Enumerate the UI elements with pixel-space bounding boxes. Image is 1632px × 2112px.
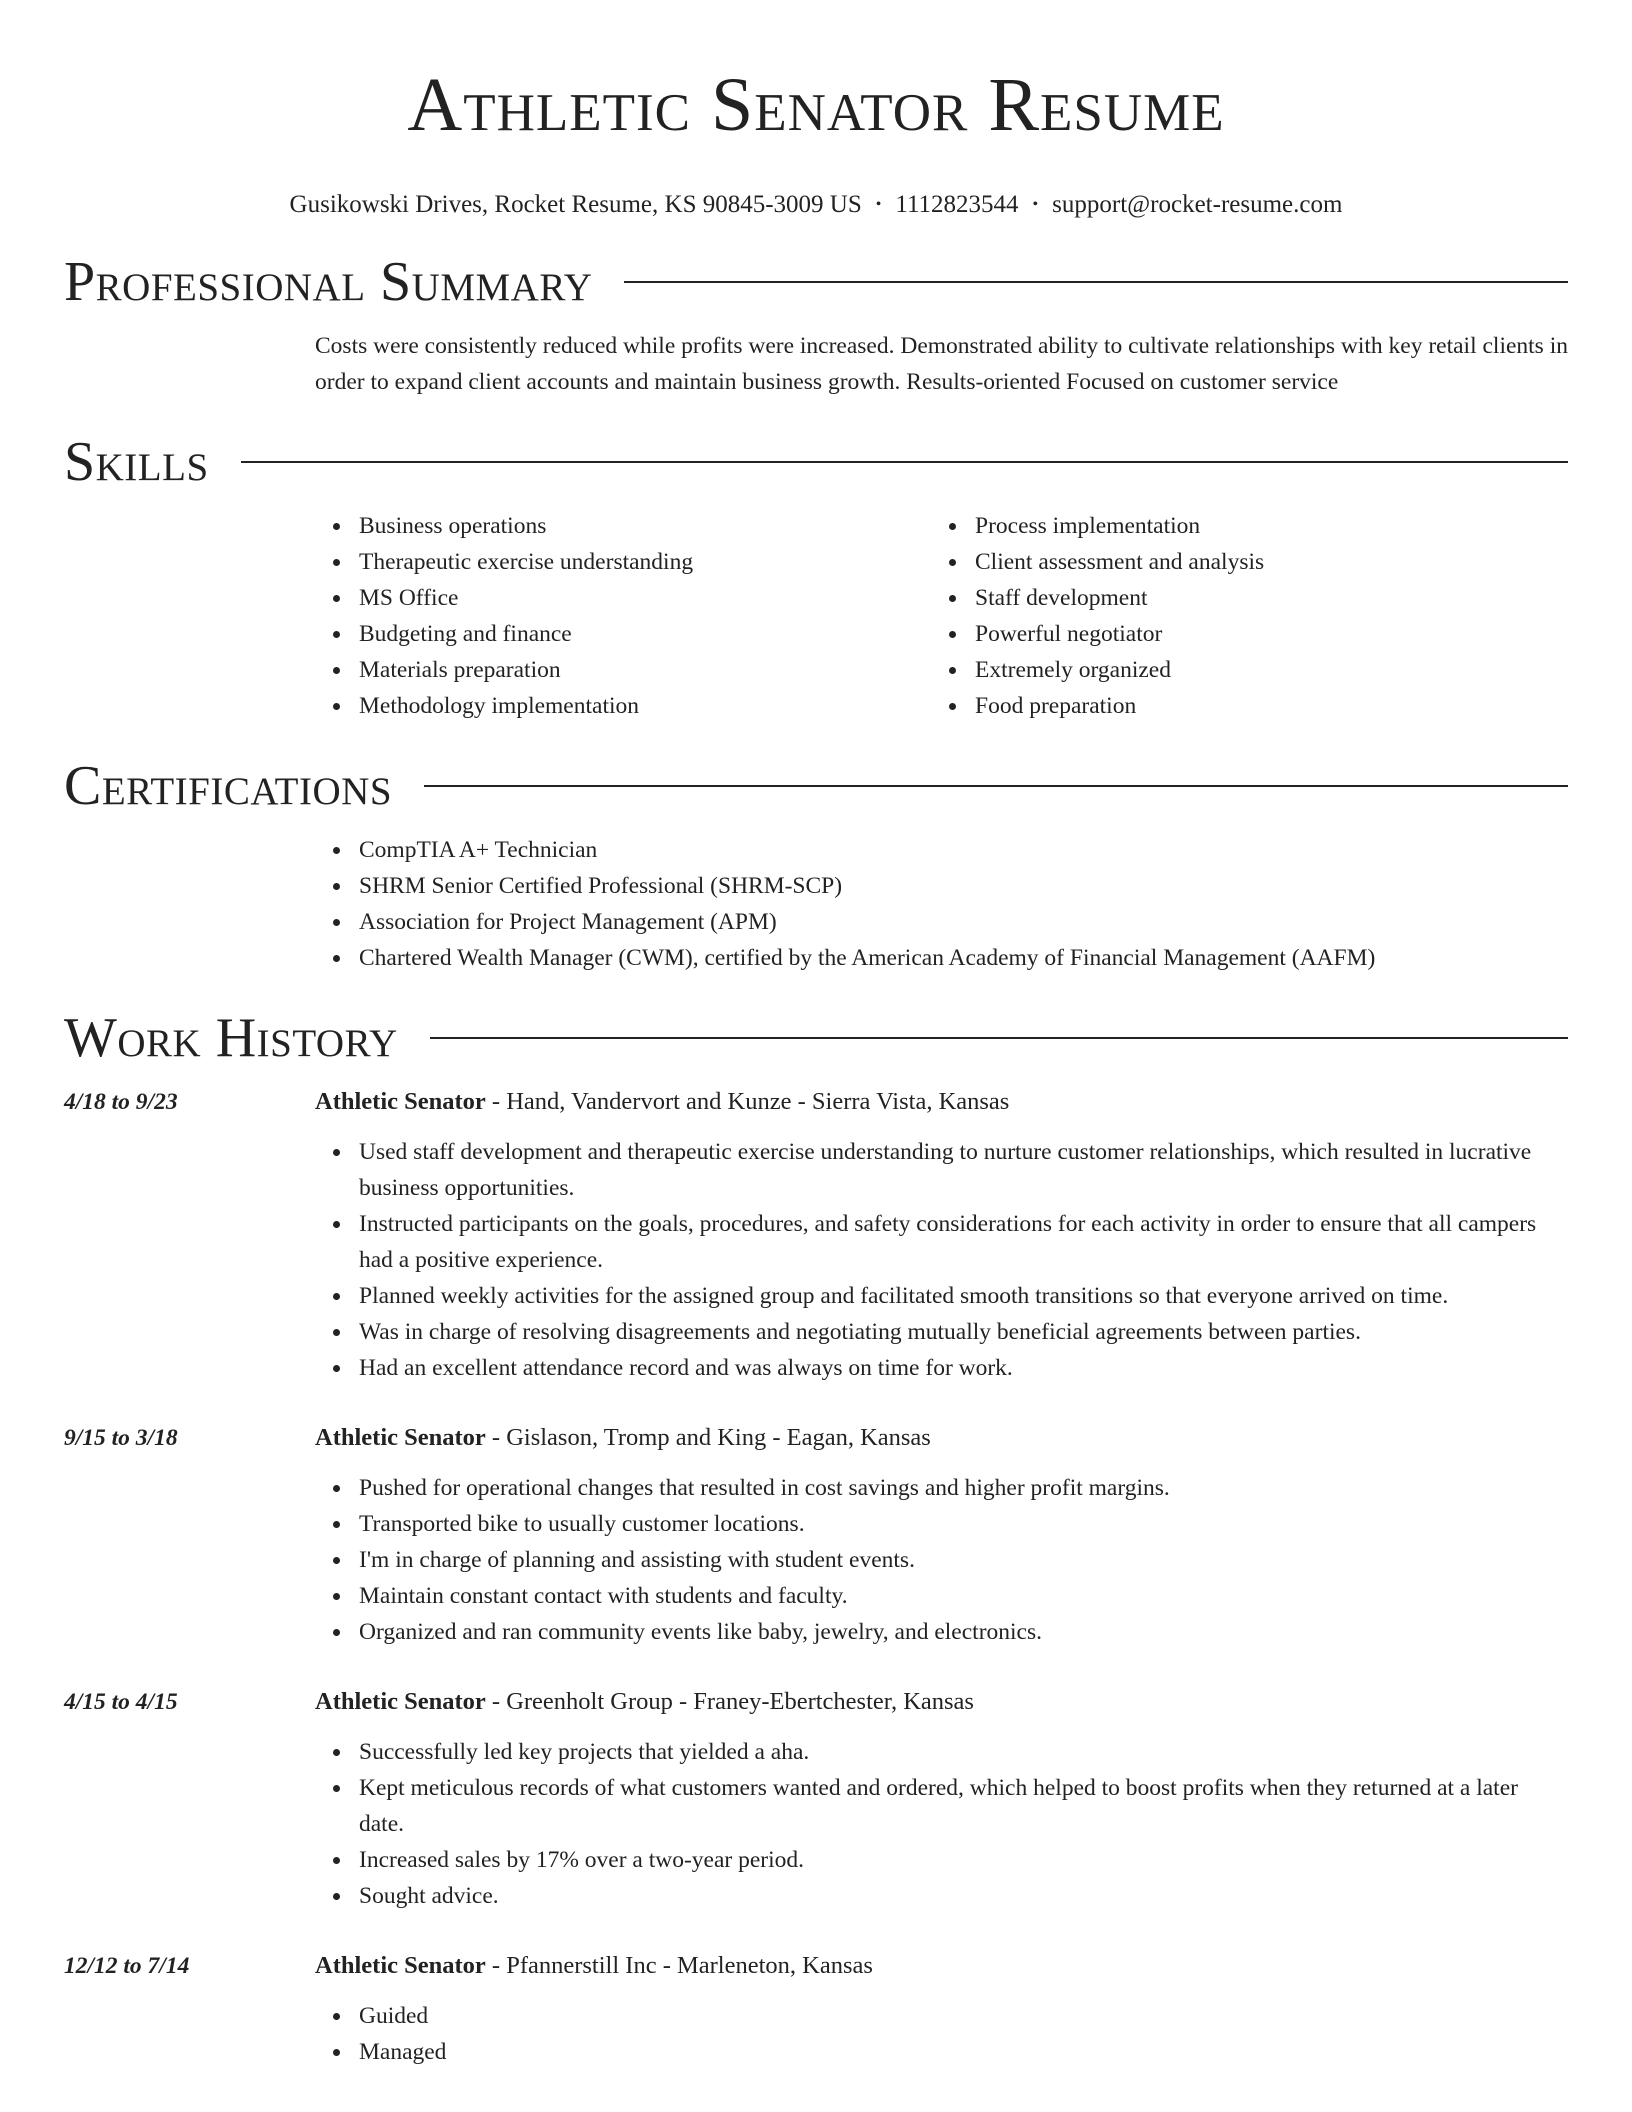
job-dates: 12/12 to 7/14 <box>64 1953 190 1979</box>
summary-text: Costs were consistently reduced while profits were increased. Demonstrated ability to cultivate relationships with key retail clients in order to expand client accounts and maintain business growth. Results-oriented Focused on customer service <box>315 333 1568 395</box>
job-bullets <box>315 1134 1568 1386</box>
section-divider <box>430 1037 1568 1039</box>
skill-item: Staff development <box>931 580 1547 616</box>
job-bullet: Transported bike to usually customer locations. <box>315 1506 1568 1542</box>
job-bullet: Organized and ran community events like baby, jewelry, and electronics. <box>315 1614 1568 1650</box>
skill-item: Materials preparation <box>315 652 931 688</box>
summary-section-header <box>64 250 1568 314</box>
job-bullet: Instructed participants on the goals, procedures, and safety considerations for each activity in order to ensure that all campers had a positive experience. <box>315 1206 1568 1278</box>
separator-dot: • <box>875 196 882 213</box>
job-bullet: Guided <box>315 1998 1568 2034</box>
certification-item: Chartered Wealth Manager (CWM), certified by the American Academy of Financial Management (AAFM) <box>315 940 1568 976</box>
job-bullets <box>315 1998 1568 2070</box>
summary-heading: Professional Summary <box>64 251 593 313</box>
contact-email: support@rocket-resume.com <box>1052 191 1343 218</box>
job-title-line <box>315 1084 1568 1120</box>
skill-item: Process implementation <box>931 508 1547 544</box>
job-bullet: Kept meticulous records of what customers wanted and ordered, which helped to boost profits when they returned at a later date. <box>315 1770 1568 1842</box>
skill-item: Powerful negotiator <box>931 616 1547 652</box>
certifications-section-header <box>64 754 1568 818</box>
resume-page <box>64 0 1568 2070</box>
job-role: Athletic Senator <box>315 1088 486 1115</box>
job-bullet: Planned weekly activities for the assigned group and facilitated smooth transitions so that everyone arrived on time. <box>315 1278 1568 1314</box>
job-bullet: Sought advice. <box>315 1878 1568 1914</box>
job-employer: - Hand, Vandervort and Kunze - Sierra Vista, Kansas <box>485 1088 1010 1115</box>
job-title-line <box>315 1684 1568 1720</box>
certifications-list <box>64 832 1568 976</box>
job-employer: - Greenholt Group - Franey-Ebertchester, Kansas <box>485 1688 974 1715</box>
skills-column-left <box>315 508 931 724</box>
section-divider <box>241 461 1568 463</box>
skills-section-header <box>64 430 1568 494</box>
job-employer: - Gislason, Tromp and King - Eagan, Kansas <box>485 1424 931 1451</box>
skill-item: Methodology implementation <box>315 688 931 724</box>
job-employer: - Pfannerstill Inc - Marleneton, Kansas <box>485 1952 873 1979</box>
job-bullet: Used staff development and therapeutic exercise understanding to nurture customer relationships, which resulted in lucrative business opportunities. <box>315 1134 1568 1206</box>
job-entry <box>64 1948 1568 2070</box>
work-history-heading: Work History <box>64 1007 398 1069</box>
skill-item: Therapeutic exercise understanding <box>315 544 931 580</box>
certification-item: SHRM Senior Certified Professional (SHRM-SCP) <box>315 868 1568 904</box>
job-entry <box>64 1684 1568 1914</box>
skill-item: Food preparation <box>931 688 1547 724</box>
skills-heading: Skills <box>64 431 209 493</box>
job-bullet: Had an excellent attendance record and was always on time for work. <box>315 1350 1568 1386</box>
skill-item: MS Office <box>315 580 931 616</box>
job-role: Athletic Senator <box>315 1688 486 1715</box>
job-bullet: Pushed for operational changes that resulted in cost savings and higher profit margins. <box>315 1470 1568 1506</box>
skills-list <box>64 508 1568 724</box>
separator-dot: • <box>1032 196 1039 213</box>
contact-phone: 1112823544 <box>895 191 1019 218</box>
job-bullet: I'm in charge of planning and assisting with student events. <box>315 1542 1568 1578</box>
job-entry <box>64 1084 1568 1386</box>
job-title-line <box>315 1420 1568 1456</box>
job-bullets <box>315 1734 1568 1914</box>
certification-item: Association for Project Management (APM) <box>315 904 1568 940</box>
job-role: Athletic Senator <box>315 1952 486 1979</box>
skills-column-right <box>931 508 1547 724</box>
skill-item: Budgeting and finance <box>315 616 931 652</box>
job-title-line <box>315 1948 1568 1984</box>
job-role: Athletic Senator <box>315 1424 486 1451</box>
job-bullet: Successfully led key projects that yielded a aha. <box>315 1734 1568 1770</box>
skill-item: Client assessment and analysis <box>931 544 1547 580</box>
certification-item: CompTIA A+ Technician <box>315 832 1568 868</box>
job-bullets <box>315 1470 1568 1650</box>
certifications-heading: Certifications <box>64 755 393 817</box>
job-bullet: Managed <box>315 2034 1568 2070</box>
job-dates: 9/15 to 3/18 <box>64 1425 178 1451</box>
page-title: Athletic Senator Resume <box>407 63 1225 147</box>
contact-line <box>64 190 1568 220</box>
skill-item: Extremely organized <box>931 652 1547 688</box>
job-entry <box>64 1420 1568 1650</box>
section-divider <box>424 785 1568 787</box>
skill-item: Business operations <box>315 508 931 544</box>
job-dates: 4/15 to 4/15 <box>64 1689 178 1715</box>
job-bullet: Was in charge of resolving disagreements and negotiating mutually beneficial agreements between parties. <box>315 1314 1568 1350</box>
job-dates: 4/18 to 9/23 <box>64 1089 178 1115</box>
job-bullet: Increased sales by 17% over a two-year period. <box>315 1842 1568 1878</box>
section-divider <box>624 281 1568 283</box>
contact-address: Gusikowski Drives, Rocket Resume, KS 90845-3009 US <box>289 191 862 218</box>
job-bullet: Maintain constant contact with students and faculty. <box>315 1578 1568 1614</box>
work-history-section-header <box>64 1006 1568 1070</box>
